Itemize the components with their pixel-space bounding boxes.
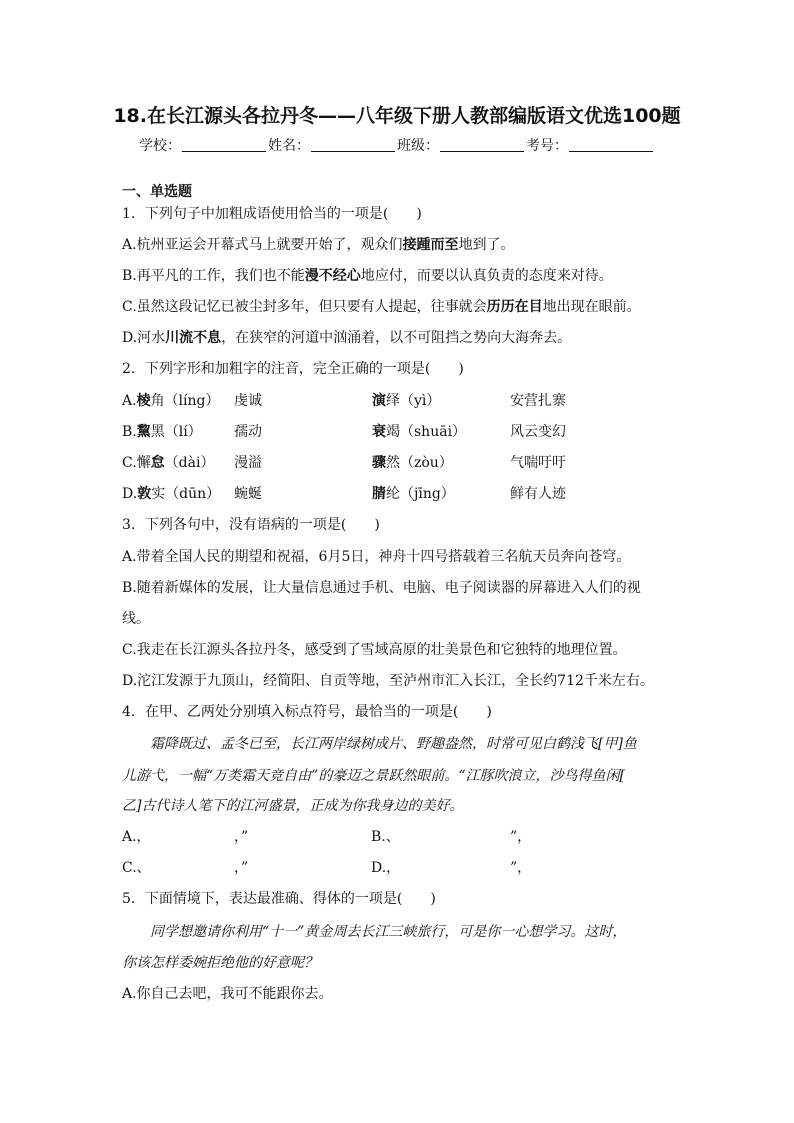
q1-b-post: 地应付，而要以认真负责的态度来对待。 [360, 268, 613, 284]
school-blank[interactable] [182, 135, 266, 152]
q3-option-a[interactable]: A.带着全国人民的期望和祝福，6月5日，神舟十四号搭载着三名航天员奔向苍穹。 [122, 549, 631, 565]
q4-b-mark: ”， [510, 829, 532, 845]
q2-a-c4: 安营扎寨 [510, 393, 566, 409]
q2-c-c4: 气喘吁吁 [510, 455, 566, 471]
q2-b-c4: 风云变幻 [510, 424, 566, 440]
q1-option-a[interactable] [122, 235, 515, 255]
q1-b-bold: 漫不经心 [304, 268, 361, 284]
q4-d-letter: D.， [371, 860, 401, 876]
q4-a-letter: A.， [122, 829, 151, 845]
q2-c-c2: 漫溢 [234, 455, 262, 471]
q1-stem: 1．下列句子中加粗成语使用恰当的一项是( ) [122, 206, 422, 222]
student-info-line [0, 135, 794, 157]
q1-b-pre: B.再平凡的工作，我们也不能 [122, 268, 305, 284]
q3-option-c[interactable]: C.我走在长江源头各拉丹冬，感受到了雪域高原的壮美景色和它独特的地理位置。 [122, 642, 627, 658]
q5-stem: 5．下面情境下，表达最准确、得体的一项是( ) [122, 891, 436, 907]
q2-a-c3: 演绎（yì） [372, 393, 441, 409]
q4-a-mark: ，” [234, 829, 249, 845]
q1-a-bold: 接踵而至 [402, 237, 459, 253]
q4-c-mark: ，” [234, 860, 249, 876]
q2-b-c1: B.黧黑（lí） [122, 424, 202, 440]
q3-option-b-line1[interactable]: B.随着新媒体的发展，让大量信息通过手机、电脑、电子阅读器的屏幕进入人们的视 [122, 580, 641, 596]
q2-a-c1: A.棱角（líng） [122, 393, 220, 409]
q5-scenario-line2: 你该怎样委婉拒绝他的好意呢？ [122, 955, 318, 971]
q2-c-c3: 骤然（zòu） [372, 455, 453, 471]
q4-c-letter: C.、 [122, 860, 151, 876]
class-label: 班级： [397, 138, 439, 154]
exam-no-blank[interactable] [569, 135, 653, 152]
q1-option-b[interactable] [122, 266, 613, 286]
q1-c-post: 地出现在眼前。 [542, 299, 641, 315]
q2-b-c3: 衰竭（shuāi） [372, 424, 467, 440]
q2-d-c4: 鲜有人迹 [510, 486, 566, 502]
q1-a-pre: A.杭州亚运会开幕式马上就要开始了，观众们 [122, 237, 403, 253]
class-blank[interactable] [440, 135, 524, 152]
q5-option-a[interactable]: A.你自己去吧，我可不能跟你去。 [122, 986, 333, 1002]
q1-d-pre: D.河水 [122, 330, 166, 346]
q2-d-c2: 蜿蜒 [234, 486, 262, 502]
q1-c-bold: 历历在目 [486, 299, 543, 315]
q4-passage-line3: 乙]古代诗人笔下的江河盛景，正成为你我身边的美好。 [122, 798, 464, 814]
q4-stem: 4．在甲、乙两处分别填入标点符号，最恰当的一项是( ) [122, 704, 492, 720]
q2-d-c1: D.敦实（dūn） [122, 486, 221, 502]
q1-option-d[interactable] [122, 328, 571, 348]
q4-passage-line1: 霜降既过、孟冬已至，长江两岸绿树成片、野趣盎然，时常可见白鹤浅飞[甲]鱼 [150, 736, 637, 752]
q1-d-bold: 川流不息 [165, 330, 222, 346]
q2-b-c2: 孺动 [234, 424, 262, 440]
q2-a-c2: 虔诚 [234, 393, 262, 409]
q2-d-c3: 腈纶（jīng） [372, 486, 455, 502]
q2-stem: 2．下列字形和加粗字的注音，完全正确的一项是( ) [122, 361, 464, 377]
q1-d-post: ，在狭窄的河道中汹涌着，以不可阻挡之势向大海奔去。 [221, 330, 572, 346]
q2-c-c1: C.懈怠（dài） [122, 455, 215, 471]
q5-scenario-line1: 同学想邀请你利用“十一”黄金周去长江三峡旅行，可是你一心想学习。这时， [150, 924, 627, 940]
q1-a-post: 地到了。 [458, 237, 515, 253]
school-label: 学校： [139, 138, 181, 154]
q1-c-pre: C.虽然这段记忆已被尘封多年，但只要有人提起，往事就会 [122, 299, 487, 315]
q4-b-letter: B.、 [371, 829, 400, 845]
page-title: 18.在长江源头各拉丹冬——八年级下册人教部编版语文优选100题 [113, 105, 681, 127]
q1-option-c[interactable] [122, 297, 641, 317]
q3-option-b-line2[interactable]: 线。 [122, 611, 150, 627]
q4-passage-line2: 儿游弋，一幅“万类霜天竞自由”的豪迈之景跃然眼前。“江豚吹浪立，沙鸟得鱼闲[ [122, 768, 625, 784]
name-label: 姓名： [268, 138, 310, 154]
exam-no-label: 考号： [526, 138, 568, 154]
q3-stem: 3．下列各句中，没有语病的一项是( ) [122, 517, 380, 533]
section-title: 一、单选题 [122, 184, 192, 200]
name-blank[interactable] [311, 135, 395, 152]
q3-option-d[interactable]: D.沱江发源于九顶山，经简阳、自贡等地，至泸州市汇入长江，全长约712千米左右。 [122, 673, 654, 689]
q4-d-mark: ”， [510, 860, 532, 876]
